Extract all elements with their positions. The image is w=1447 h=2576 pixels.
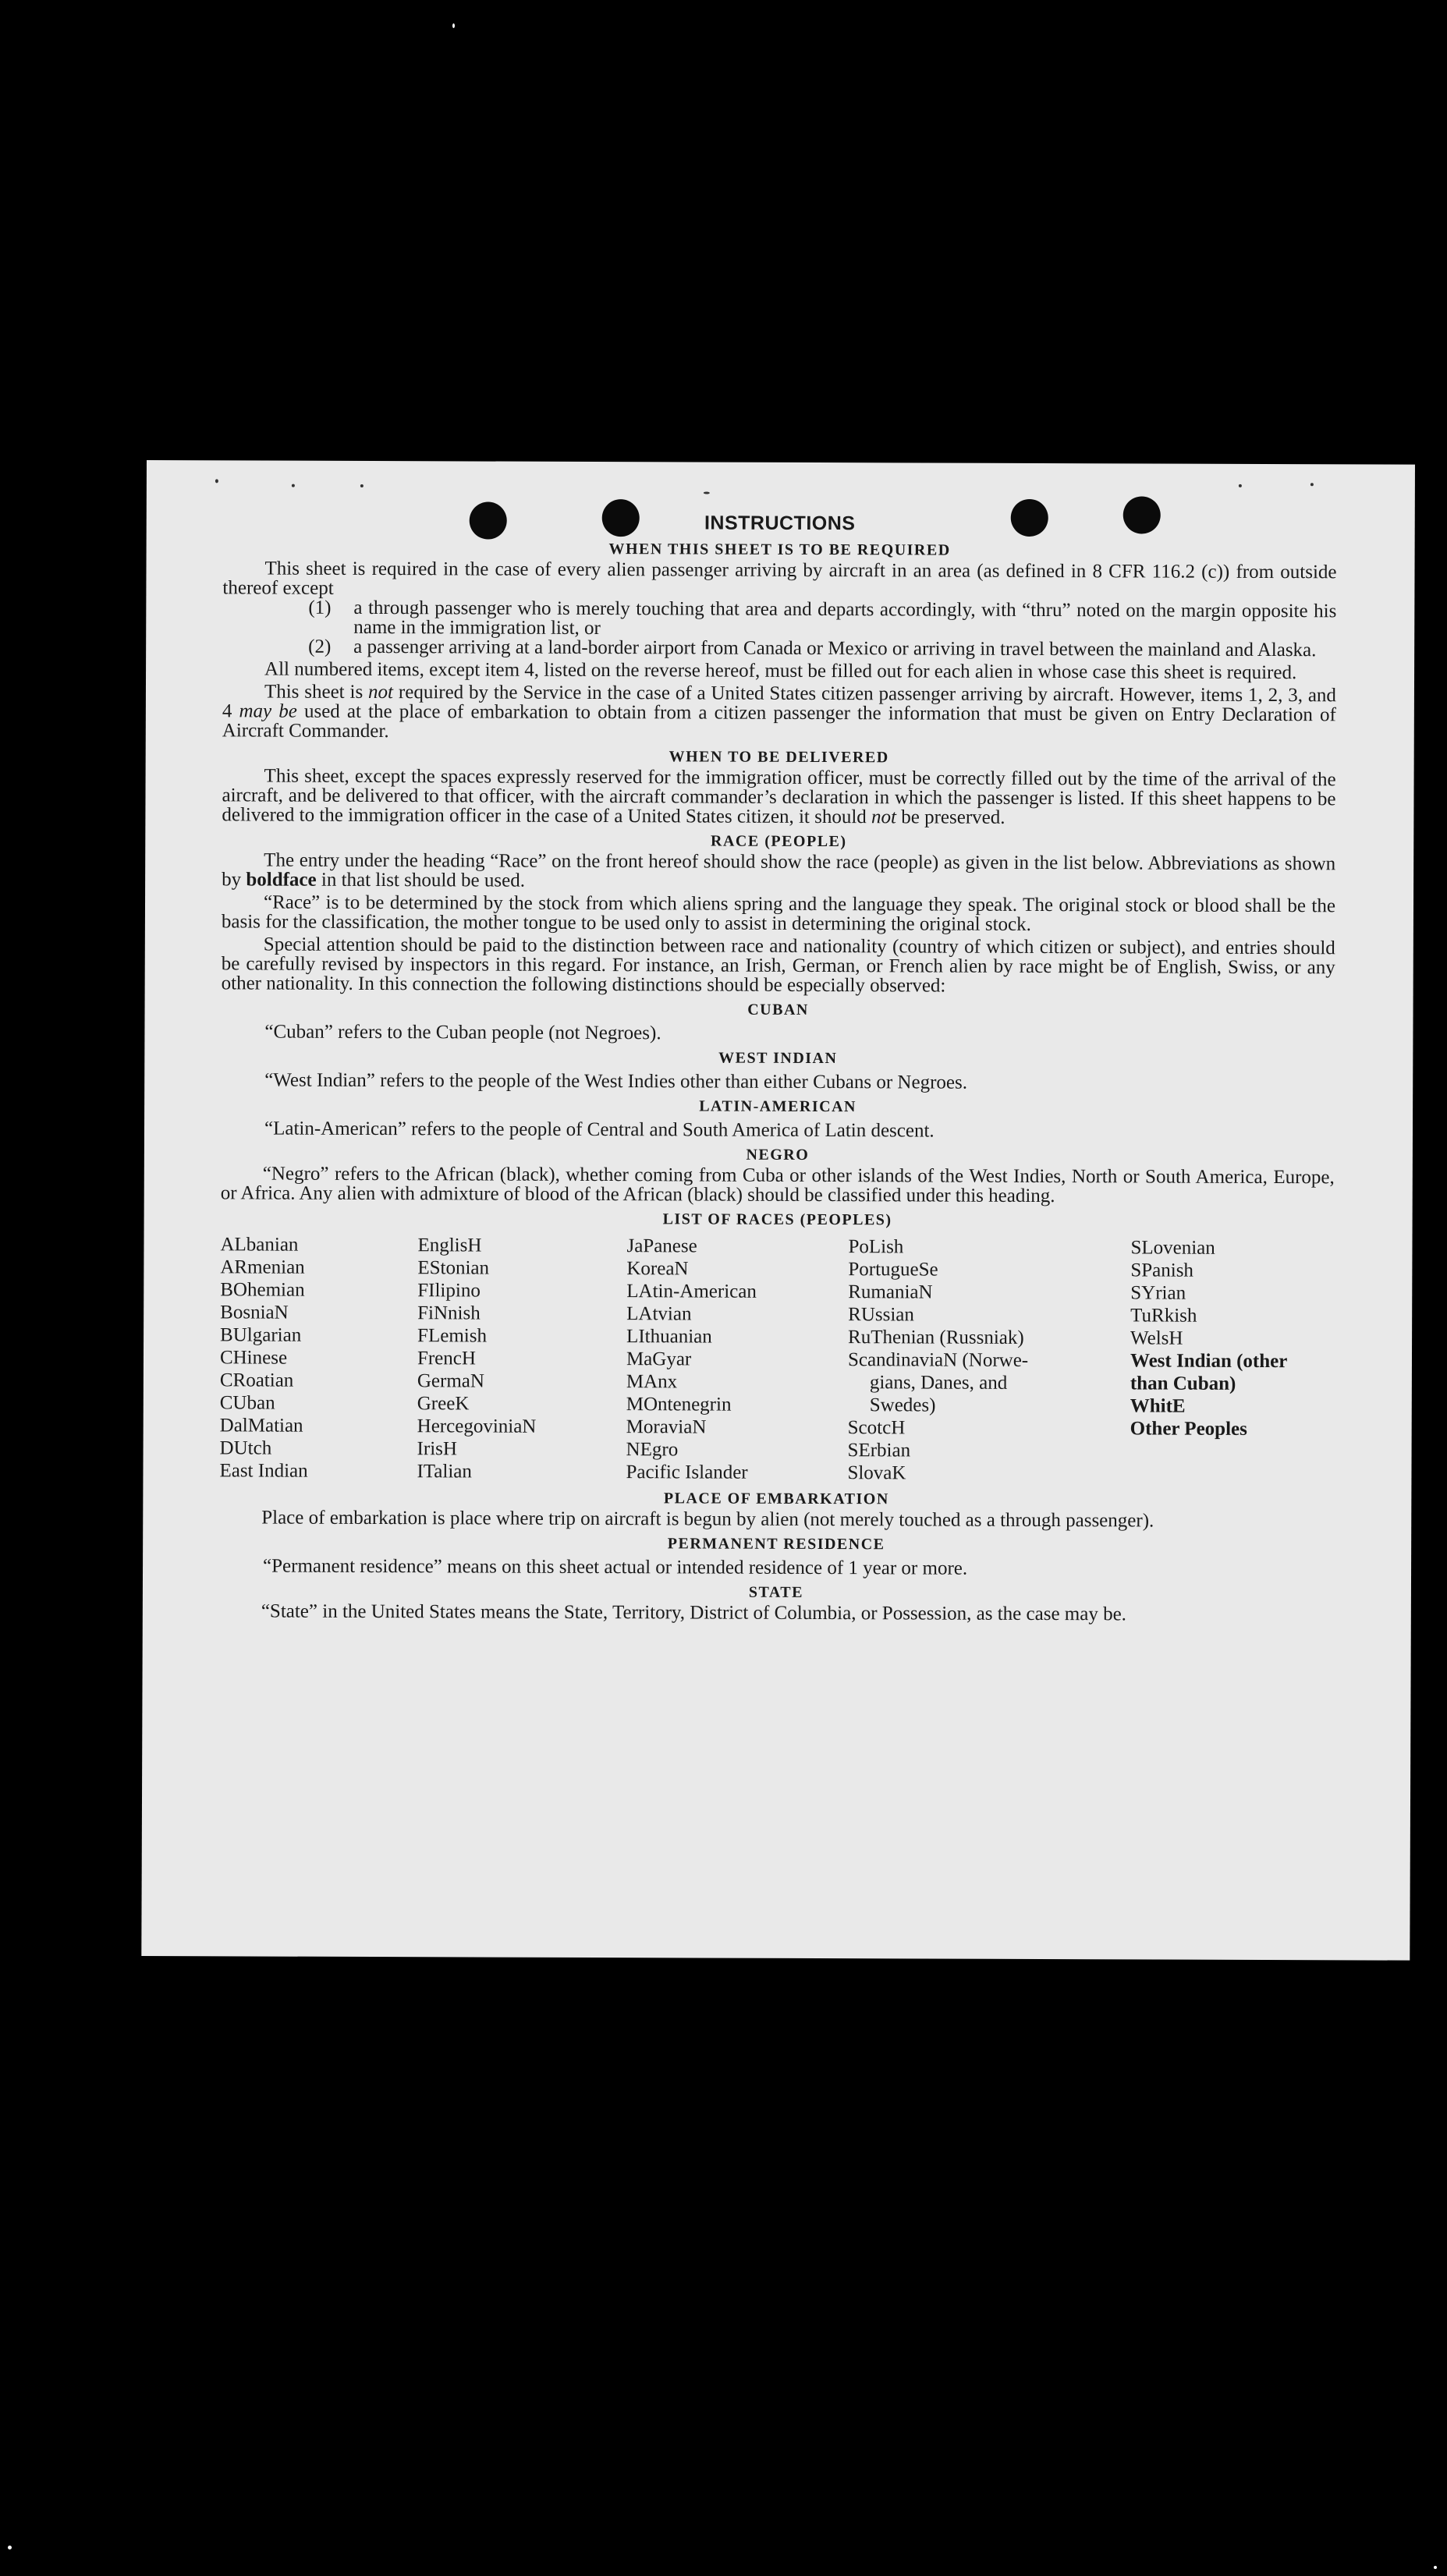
scan-speck (452, 23, 455, 28)
race-entry: ScandinaviaN (Norwe- (847, 1349, 1029, 1371)
race-entry: ITalian (417, 1461, 472, 1483)
race-entry: ScotcH (847, 1417, 906, 1439)
paper-speck (292, 484, 295, 487)
race-entry: MoraviaN (626, 1416, 707, 1438)
race-entry: FiNnish (417, 1302, 481, 1324)
race-entry: JaPanese (626, 1235, 697, 1257)
race-nationality-paragraph: Special attention should be paid to the distinction between race and nationality (country of which citizen or subject), and entries should be carefully revised by inspectors in this regard. For instance, an Irish, German, or French alien by race might be of English, Swiss, or any other nationality. In this connection the following distinctions should be especially observed: (221, 934, 1335, 997)
paper-speck (704, 491, 710, 494)
race-entry: West Indian (other (1130, 1350, 1288, 1373)
race-entry: SYrian (1130, 1282, 1186, 1304)
race-entry: RUssian (848, 1304, 914, 1326)
race-entry-continuation: Swedes) (869, 1394, 936, 1416)
cuban-definition: “Cuban” refers to the Cuban people (not Negroes). (264, 1021, 661, 1044)
section-heading-when-delivered: WHEN TO BE DELIVERED (669, 748, 889, 767)
race-entry: PoLish (848, 1236, 904, 1258)
race-entry: NEgro (626, 1439, 679, 1461)
race-determination-paragraph: “Race” is to be determined by the stock from which aliens spring and the language they speak. The original stock or blood shall be the basis for the classification, the mother tongue to be used only to assist in determining the original stock. (221, 891, 1336, 935)
race-entry: RuThenian (Russniak) (848, 1327, 1024, 1348)
emphasis-may-be: may be (239, 700, 297, 722)
embarkation-paragraph: Place of embarkation is place where trip on aircraft is begun by alien (not merely touched as a through passenger). (261, 1507, 1154, 1532)
race-entry: IrisH (417, 1438, 458, 1460)
exception-item (222, 636, 1336, 660)
paper-speck (215, 479, 218, 483)
race-entry: GermaN (417, 1370, 485, 1392)
race-entry: EStonian (417, 1257, 490, 1279)
race-entry: WhitE (1130, 1395, 1186, 1417)
punch-hole (1011, 499, 1048, 537)
exception-item (222, 597, 1336, 640)
race-entry: Pacific Islander (626, 1462, 748, 1483)
residence-definition: “Permanent residence” means on this sheet actual or intended residence of 1 year or more. (263, 1555, 968, 1579)
race-entry: CRoatian (219, 1369, 294, 1391)
boldface-word: boldface (246, 869, 317, 891)
race-entry-continuation: gians, Danes, and (869, 1372, 1008, 1394)
race-entry: WelsH (1130, 1327, 1183, 1349)
item-text: a through passenger who is merely touching that area and departs accordingly, with “thru” noted on the margin opposite his name in the immigration list, or (353, 597, 1337, 640)
race-entry: FLemish (417, 1325, 488, 1347)
race-entry: GreeK (417, 1393, 470, 1415)
state-definition: “State” in the United States means the State, Territory, District of Columbia, or Possession, as the case may be. (261, 1600, 1127, 1625)
races-column (1130, 1236, 1325, 1486)
race-entry: HercegoviniaN (417, 1416, 537, 1437)
scan-speck (1434, 2566, 1437, 2569)
race-entry: RumaniaN (848, 1281, 933, 1303)
races-column (219, 1233, 417, 1483)
race-entry: MaGyar (626, 1348, 692, 1370)
races-column (847, 1235, 1130, 1485)
race-entry: ARmenian (220, 1256, 305, 1278)
race-entry: ALbanian (220, 1234, 299, 1256)
scan-speck (8, 2546, 12, 2549)
race-entry: FIlipino (417, 1280, 481, 1302)
item-number: (1) (308, 597, 332, 618)
section-heading-latin-american: LATIN-AMERICAN (699, 1097, 857, 1116)
race-entry: DUtch (219, 1437, 272, 1459)
race-entry: BUlgarian (220, 1324, 302, 1346)
race-entry: MAnx (626, 1371, 678, 1393)
page-title: INSTRUCTIONS (704, 512, 856, 535)
race-paragraph: The entry under the heading “Race” on the front hereof should show the race (people) as given in the list below. Abbreviations as shown by boldface in that list should be used. (222, 849, 1336, 891)
race-entry: SLovenian (1130, 1237, 1215, 1259)
race-entry: KoreaN (626, 1258, 689, 1280)
race-entry: CHinese (219, 1347, 288, 1369)
latin-american-definition: “Latin-American” refers to the people of Central and South America of Latin descent. (264, 1118, 935, 1142)
paper-speck (1310, 483, 1314, 486)
punch-hole (1123, 496, 1161, 533)
item-text: a passenger arriving at a land-border airport from Canada or Mexico or arriving in travel between the mainland and Alaska. (353, 636, 1317, 661)
negro-definition: “Negro” refers to the African (black), whether coming from Cuba or other islands of the West Indies, North or South America, Europe, or Africa. Any alien with admixture of blood of the African (black) should be classified under this heading. (220, 1163, 1335, 1207)
race-entry: EnglisH (417, 1235, 482, 1256)
numbered-items-paragraph: All numbered items, except item 4, listed on the reverse hereof, must be filled out for each alien in whose case this sheet is required. (264, 658, 1297, 684)
race-entry: PortugueSe (848, 1259, 938, 1281)
race-entry: SErbian (847, 1440, 911, 1462)
races-column (417, 1234, 626, 1483)
section-heading-negro: NEGRO (746, 1146, 810, 1164)
emphasis-not: not (368, 681, 394, 703)
race-entry: LAtin-American (626, 1281, 757, 1302)
paper-speck (360, 484, 364, 487)
race-entry: LIthuanian (626, 1326, 712, 1348)
delivery-paragraph: This sheet, except the spaces expressly reserved for the immigration officer, must be correctly filled out by the time of the arrival of the aircraft, and be delivered to that officer, with the aircraft commander’s declaration in which the passenger is listed. If this sheet happens to be delivered to the immigration officer in the case of a United States citizen, it should not be preserved. (222, 765, 1336, 828)
section-heading-list-of-races: LIST OF RACES (PEOPLES) (662, 1210, 892, 1229)
race-entry: FrencH (417, 1348, 477, 1369)
race-entry: BosniaN (220, 1302, 289, 1323)
section-heading-state: STATE (748, 1583, 804, 1601)
race-entry-continuation: than Cuban) (1130, 1373, 1236, 1394)
race-entry: CUban (219, 1392, 275, 1414)
race-entry: LAtvian (626, 1303, 692, 1325)
section-heading-west-indian: WEST INDIAN (718, 1049, 838, 1068)
race-entry: East Indian (219, 1460, 308, 1482)
race-entry: TuRkish (1130, 1305, 1197, 1327)
section-heading-cuban: CUBAN (747, 1001, 809, 1019)
emphasis-not: not (871, 806, 897, 828)
section-heading-embarkation: PLACE OF EMBARKATION (663, 1490, 889, 1508)
section-heading-when-required: WHEN THIS SHEET IS TO BE REQUIRED (608, 540, 951, 559)
instructions-sheet (141, 460, 1415, 1961)
races-list (219, 1233, 1334, 1486)
intro-paragraph: This sheet is required in the case of every alien passenger arriving by aircraft in an area (as defined in 8 CFR 116.2 (c)) from outside thereof except (222, 558, 1337, 599)
races-column (626, 1235, 848, 1484)
race-entry: MOntenegrin (626, 1394, 732, 1416)
section-heading-race: RACE (PEOPLE) (711, 832, 847, 851)
race-entry: SPanish (1130, 1260, 1194, 1281)
citizen-paragraph: This sheet is not required by the Service in the case of a United States citizen passenger arriving by aircraft. However, items 1, 2, 3, and 4 may be used at the place of embarkation to obtain from a citizen passenger the information that must be given on Entry Declaration of Aircraft Commander. (222, 681, 1337, 742)
punch-hole (602, 499, 640, 537)
race-entry: SlovaK (847, 1462, 906, 1484)
paper-speck (1239, 484, 1242, 487)
punch-hole (470, 501, 507, 539)
item-number: (2) (308, 636, 332, 657)
section-heading-residence: PERMANENT RESIDENCE (667, 1535, 885, 1554)
race-entry: DalMatian (219, 1415, 303, 1437)
west-indian-definition: “West Indian” refers to the people of the West Indies other than either Cubans or Negroes. (264, 1069, 968, 1093)
race-entry: BOhemian (220, 1279, 305, 1301)
race-entry: Other Peoples (1130, 1418, 1247, 1440)
